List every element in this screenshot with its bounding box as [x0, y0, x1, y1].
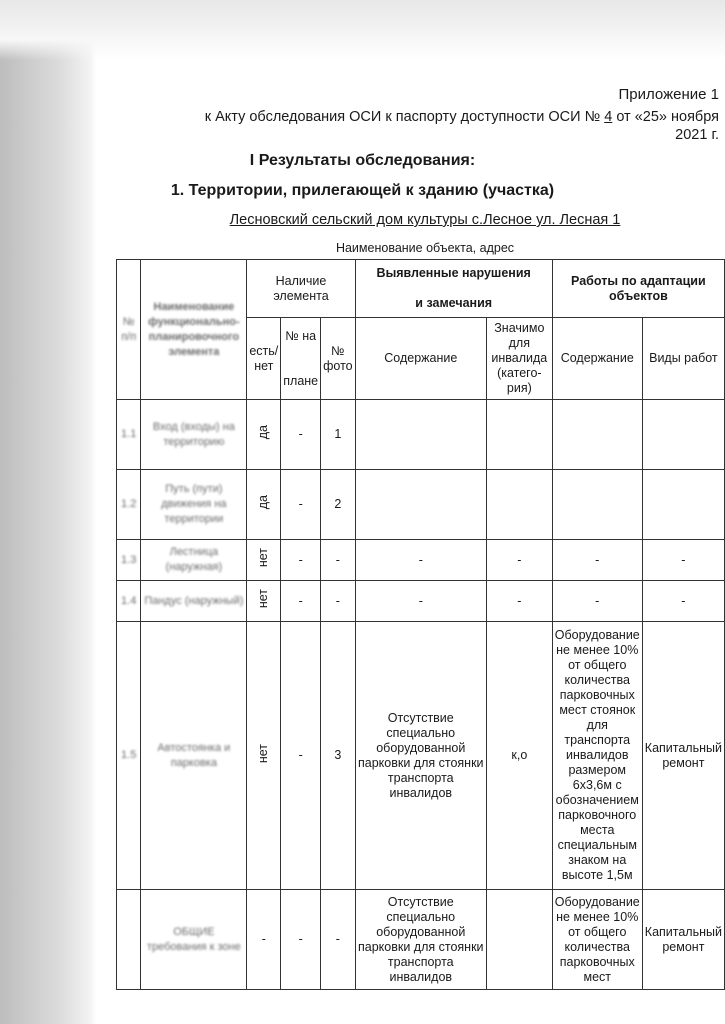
subtitle-before: к Акту обследования ОСИ к паспорту доступности ОСИ №	[204, 109, 601, 125]
row-exists-text: нет	[256, 589, 271, 609]
row-element: Вход (входы) на территорию	[141, 400, 247, 470]
row-works-content: Оборудование не менее 10% от общего количества парковочных мест стоянок для транспорта инвалидов размером 6х3,6м с обозначением парковочного места специальным знаком на высоте 1,5м	[552, 622, 642, 890]
row-works-type	[642, 400, 724, 470]
row-element: Автостоянка и парковка	[141, 622, 247, 890]
row-exists: -	[247, 890, 281, 990]
subtitle-number: 4	[604, 109, 613, 125]
row-exists-text: нет	[256, 548, 271, 568]
row-exists-text: да	[256, 495, 271, 510]
table-header-row-1	[117, 260, 725, 318]
row-works-content: -	[552, 540, 642, 581]
row-works-type	[642, 470, 724, 540]
row-plan: -	[281, 890, 321, 990]
row-photo: -	[321, 581, 356, 622]
header-plan-no-line1: № на	[285, 328, 317, 343]
row-significant	[486, 400, 552, 470]
row-num: 1.4	[117, 581, 141, 622]
object-name: Лесновский сельский дом культуры с.Лесное ул. Лесная 1	[229, 212, 621, 228]
row-exists	[247, 540, 281, 581]
header-content: Содержание	[355, 318, 486, 400]
row-content: -	[355, 540, 486, 581]
table-row	[117, 890, 725, 990]
appendix-title: Приложение 1	[618, 86, 719, 103]
header-violations-line1: Выявленные нарушения	[376, 266, 531, 280]
row-exists	[247, 400, 281, 470]
row-plan: -	[281, 581, 321, 622]
row-plan: -	[281, 400, 321, 470]
header-significant: Значимо для инвалида (катего-рия)	[486, 318, 552, 400]
row-works-content	[552, 400, 642, 470]
table-row	[117, 470, 725, 540]
row-num	[117, 890, 141, 990]
row-content	[355, 400, 486, 470]
row-photo: 3	[321, 622, 356, 890]
row-num: 1.5	[117, 622, 141, 890]
row-significant: -	[486, 581, 552, 622]
row-plan: -	[281, 540, 321, 581]
row-element: ОБЩИЕ требования к зоне	[141, 890, 247, 990]
section-title: I Результаты обследования:	[249, 152, 476, 169]
row-photo: -	[321, 540, 356, 581]
appendix-subtitle	[200, 108, 719, 144]
header-works-type: Виды работ	[642, 318, 724, 400]
row-content: Отсутствие специально оборудованной парковки для стоянки транспорта инвалидов	[355, 622, 486, 890]
row-significant	[486, 890, 552, 990]
row-element: Пандус (наружный)	[141, 581, 247, 622]
row-works-content	[552, 470, 642, 540]
section-subtitle: 1. Территории, прилегающей к зданию (участка)	[170, 182, 555, 199]
header-num: № п/п	[117, 260, 141, 400]
row-element: Путь (пути) движения на территории	[141, 470, 247, 540]
row-works-type: -	[642, 581, 724, 622]
header-photo-no: № фото	[321, 318, 356, 400]
row-content: -	[355, 581, 486, 622]
row-significant	[486, 470, 552, 540]
row-works-type: Капитальный ремонт	[642, 622, 724, 890]
row-photo: 1	[321, 400, 356, 470]
table-row	[117, 400, 725, 470]
row-content	[355, 470, 486, 540]
survey-table	[116, 259, 725, 990]
row-photo: -	[321, 890, 356, 990]
object-caption: Наименование объекта, адрес	[335, 241, 515, 255]
row-content: Отсутствие специально оборудованной парковки для стоянки транспорта инвалидов	[355, 890, 486, 990]
row-exists	[247, 581, 281, 622]
row-exists-text: да	[256, 425, 271, 440]
row-exists	[247, 470, 281, 540]
header-violations-line2: и замечания	[415, 296, 493, 310]
header-element: Наименование функционально-планировочного элемента	[141, 260, 247, 400]
header-works-content: Содержание	[552, 318, 642, 400]
row-significant: -	[486, 540, 552, 581]
row-element: Лестница (наружная)	[141, 540, 247, 581]
header-works: Работы по адаптации объектов	[552, 260, 724, 318]
table-row	[117, 581, 725, 622]
row-works-content: -	[552, 581, 642, 622]
row-num: 1.2	[117, 470, 141, 540]
row-exists	[247, 622, 281, 890]
header-presence: Наличие элемента	[247, 260, 355, 318]
row-photo: 2	[321, 470, 356, 540]
header-plan-no	[281, 318, 321, 400]
row-num: 1.3	[117, 540, 141, 581]
row-works-type: Капитальный ремонт	[642, 890, 724, 990]
row-num: 1.1	[117, 400, 141, 470]
header-exists: есть/ нет	[247, 318, 281, 400]
row-plan: -	[281, 622, 321, 890]
row-significant: к,о	[486, 622, 552, 890]
row-plan: -	[281, 470, 321, 540]
header-plan-no-line2: плане	[283, 373, 319, 388]
row-works-type: -	[642, 540, 724, 581]
subtitle-year: 2021 г.	[675, 127, 719, 143]
table-row	[117, 540, 725, 581]
table-row	[117, 622, 725, 890]
row-exists-text: нет	[256, 743, 271, 764]
header-violations	[355, 260, 552, 318]
row-works-content: Оборудование не менее 10% от общего количества парковочных мест	[552, 890, 642, 990]
subtitle-after: от «25» ноября	[616, 109, 719, 125]
